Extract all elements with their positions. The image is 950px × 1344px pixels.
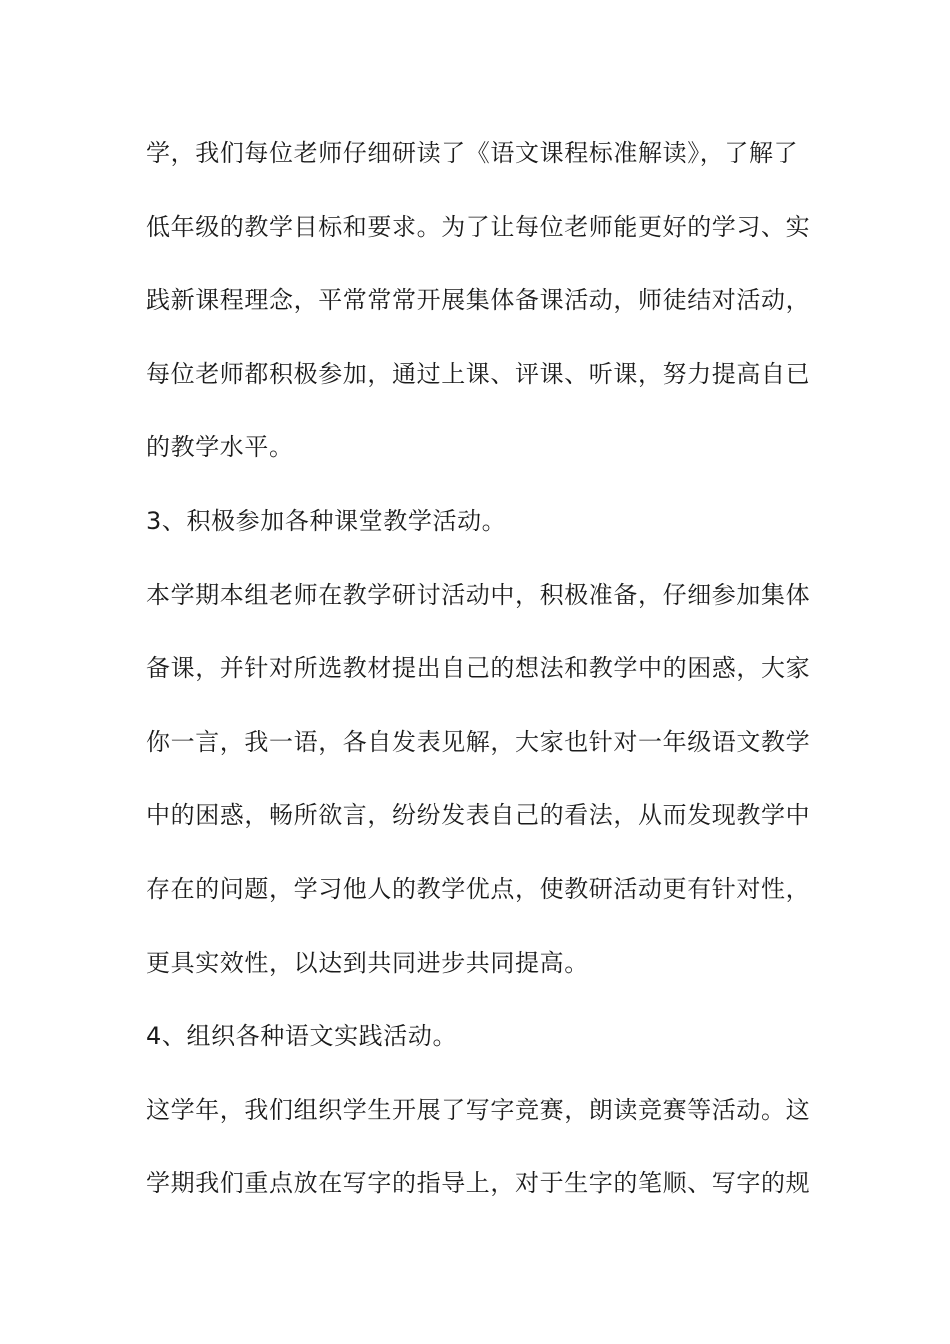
body-text — [146, 130, 811, 1234]
text-line: 你一言，我一语，各自发表见解，大家也针对一年级语文教学 — [146, 727, 811, 756]
section-heading-3: 3、积极参加各种课堂教学活动。 — [146, 506, 507, 535]
text-line: 本学期本组老师在教学研讨活动中，积极准备，仔细参加集体 — [146, 580, 811, 609]
text-line: 每位老师都积极参加，通过上课、评课、听课，努力提高自已 — [146, 359, 811, 388]
text-line: 学，我们每位老师仔细研读了《语文课程标准解读》，了解了 — [146, 139, 799, 167]
text-line: 更具实效性，以达到共同进步共同提高。 — [146, 948, 589, 977]
text-line: 这学年，我们组织学生开展了写字竞赛，朗读竞赛等活动。这 — [146, 1095, 811, 1124]
text-line: 践新课程理念，平常常常开展集体备课活动，师徒结对活动， — [146, 286, 811, 315]
text-line: 学期我们重点放在写字的指导上，对于生字的笔顺、写字的规 — [146, 1169, 811, 1198]
text-line: 备课，并针对所选教材提出自己的想法和教学中的困惑，大家 — [146, 654, 811, 683]
text-line: 低年级的教学目标和要求。为了让每位老师能更好的学习、实 — [146, 212, 811, 241]
text-line: 的教学水平。 — [146, 433, 294, 462]
text-line: 存在的问题，学习他人的教学优点，使教研活动更有针对性， — [146, 874, 811, 903]
text-line: 中的困惑，畅所欲言，纷纷发表自己的看法，从而发现教学中 — [146, 801, 811, 830]
section-heading-4: 4、组织各种语文实践活动。 — [146, 1022, 458, 1051]
